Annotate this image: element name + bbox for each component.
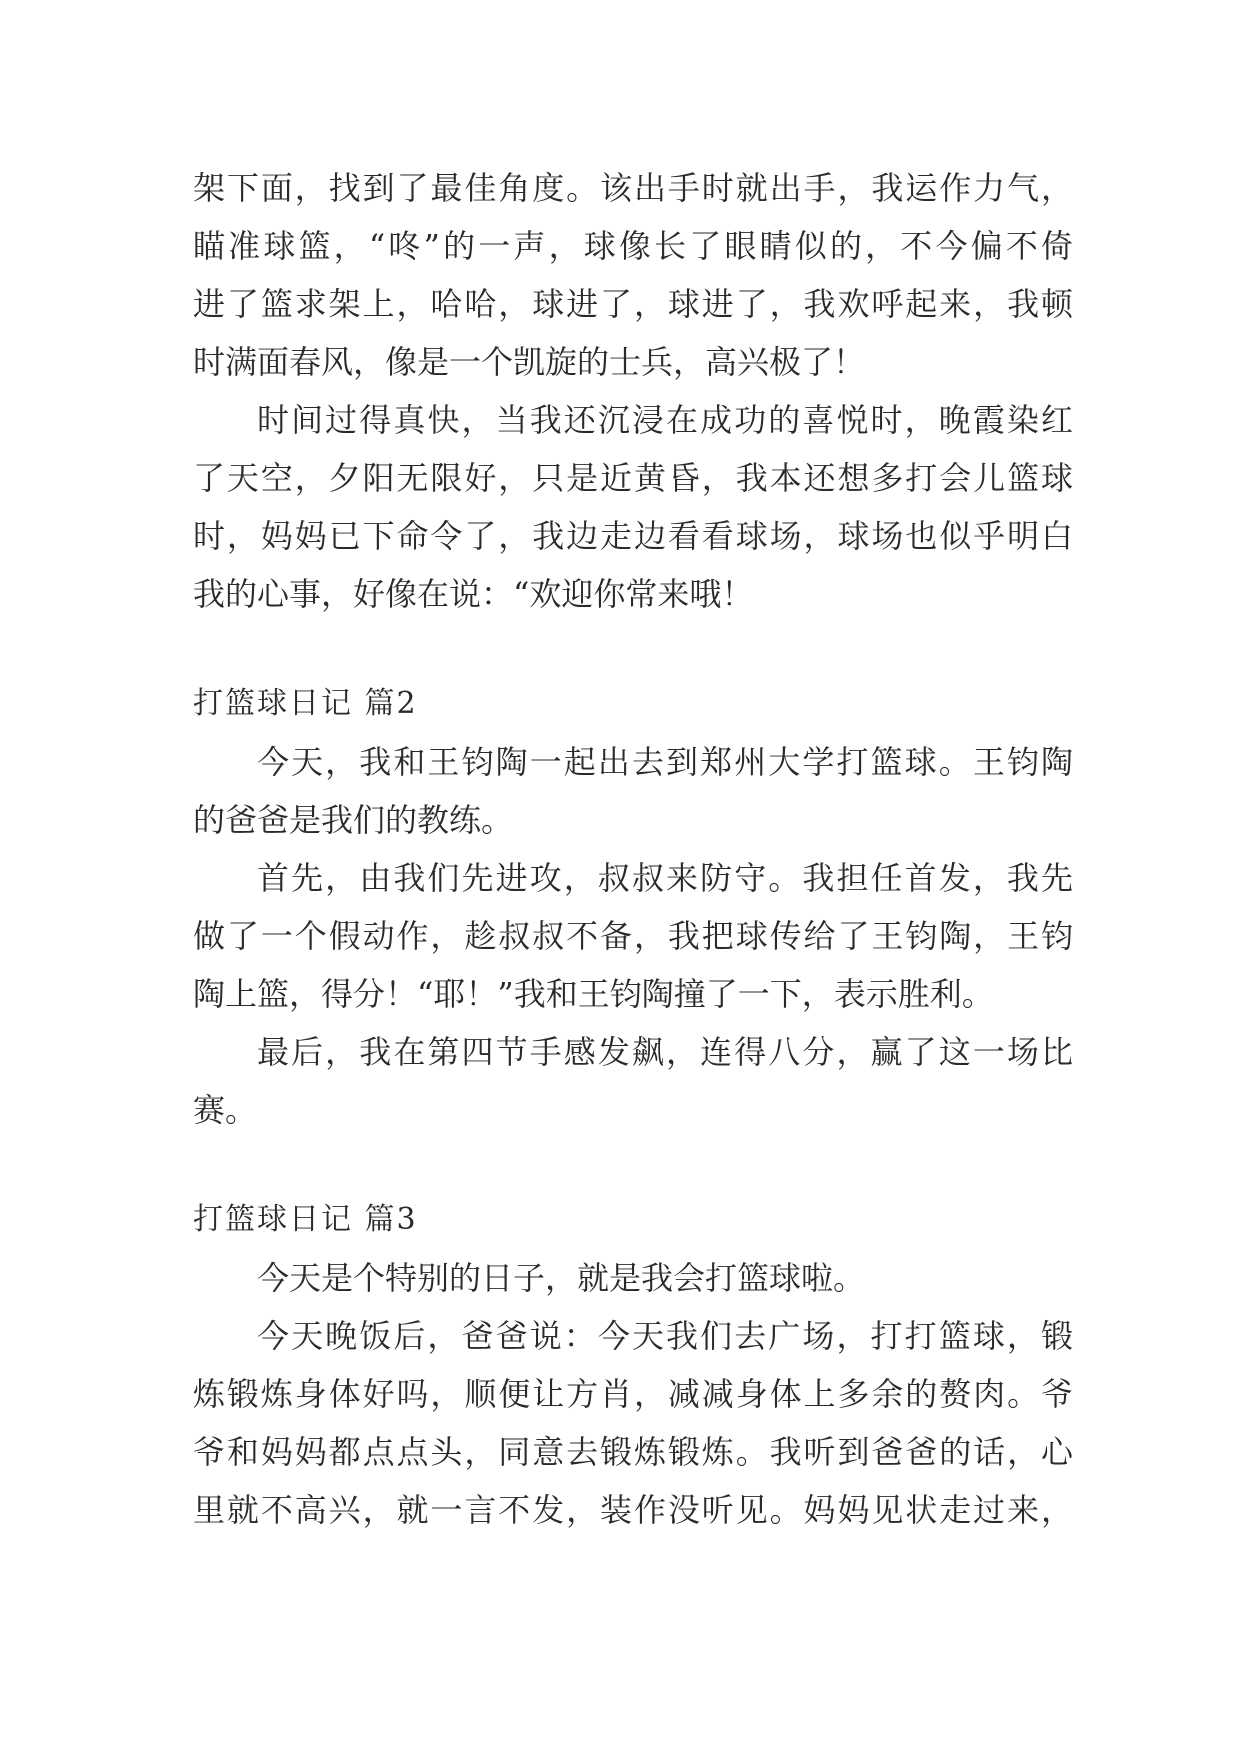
text-line: 炼锻炼身体好吗，顺便让方肖，减减身体上多余的赘肉。爷 <box>193 1375 1073 1413</box>
text-line: 进了篮求架上，哈哈，球进了，球进了，我欢呼起来，我顿 <box>193 285 1073 323</box>
text-line: 时间过得真快，当我还沉浸在成功的喜悦时，晚霞染红 <box>257 401 1073 439</box>
text-line: 的爸爸是我们的教练。 <box>193 801 514 839</box>
text-line: 陶上篮，得分！“耶！”我和王钧陶撞了一下，表示胜利。 <box>193 975 994 1013</box>
text-line: 最后，我在第四节手感发飙，连得八分，赢了这一场比 <box>257 1033 1073 1071</box>
text-line: 做了一个假动作，趁叔叔不备，我把球传给了王钧陶，王钧 <box>193 917 1073 955</box>
text-line: 里就不高兴，就一言不发，装作没听见。妈妈见状走过来， <box>193 1491 1073 1529</box>
text-line: 我的心事，好像在说：“欢迎你常来哦！ <box>193 575 754 613</box>
text-line: 架下面，找到了最佳角度。该出手时就出手，我运作力气， <box>193 169 1073 207</box>
text-line: 了天空，夕阳无限好，只是近黄昏，我本还想多打会儿篮球 <box>193 459 1073 497</box>
text-line: 赛。 <box>193 1091 258 1129</box>
text-line: 今天是个特别的日子，就是我会打篮球啦。 <box>257 1259 866 1297</box>
text-line: 今天晚饭后，爸爸说：今天我们去广场，打打篮球，锻 <box>257 1317 1073 1355</box>
text-line: 首先，由我们先进攻，叔叔来防守。我担任首发，我先 <box>257 859 1073 897</box>
text-line: 瞄准球篮，“咚”的一声，球像长了眼睛似的，不今偏不倚 <box>193 227 1073 265</box>
text-line: 时满面春风，像是一个凯旋的士兵，高兴极了！ <box>193 343 866 381</box>
section-title: 打篮球日记 篇2 <box>193 686 418 721</box>
text-line: 爷和妈妈都点点头，同意去锻炼锻炼。我听到爸爸的话，心 <box>193 1433 1073 1471</box>
text-line: 时，妈妈已下命令了，我边走边看看球场，球场也似乎明白 <box>193 517 1073 555</box>
section-title: 打篮球日记 篇3 <box>193 1202 418 1237</box>
text-line: 今天，我和王钧陶一起出去到郑州大学打篮球。王钧陶 <box>257 743 1073 781</box>
